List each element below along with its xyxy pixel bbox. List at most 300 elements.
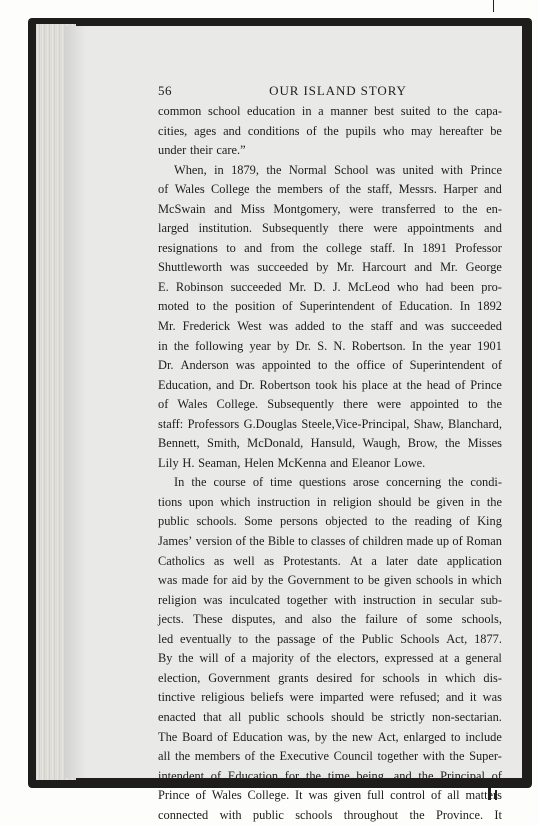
text-word: King (477, 514, 502, 529)
text-word: tinctive (158, 690, 196, 705)
text-word: Prince (470, 377, 502, 392)
text-word: majority (252, 651, 294, 666)
text-word: E. (158, 279, 169, 294)
text-word: be (418, 494, 430, 509)
text-line (158, 141, 502, 161)
text-line (158, 122, 502, 142)
text-word: succeeded (451, 319, 502, 334)
text-word: course (213, 475, 246, 490)
text-word: the (268, 573, 284, 588)
text-word: Protestants. (283, 553, 341, 568)
text-word: McLeod (347, 279, 390, 294)
text-word: dis- (483, 670, 502, 685)
text-word: Wales (211, 788, 242, 803)
text-word: resignations (158, 240, 218, 255)
text-word: was, (287, 729, 310, 744)
text-word: by (314, 729, 328, 744)
text-word: It (494, 807, 502, 822)
text-word: eventually (180, 631, 232, 646)
text-word: together (377, 749, 419, 764)
text-word: Robertson. (351, 338, 406, 353)
text-word: staff. (370, 240, 396, 255)
text-word: should (331, 709, 365, 724)
text-word: with (219, 807, 242, 822)
text-word: was (158, 573, 178, 588)
text-word: staff, (367, 182, 393, 197)
text-word: the (391, 514, 408, 529)
text-line (158, 610, 502, 630)
text-word: enacted (158, 709, 196, 724)
text-word: were (349, 201, 374, 216)
text-word: manner (330, 104, 368, 118)
text-line (158, 532, 502, 552)
text-word: college (326, 240, 362, 255)
text-word: Shuttleworth (158, 260, 223, 275)
text-word: staff: (158, 416, 184, 431)
text-word: Education, (158, 377, 212, 392)
text-word: the (449, 749, 465, 764)
text-word: there (343, 397, 368, 412)
text-word: religion (333, 494, 372, 509)
text-word: and (284, 612, 303, 627)
text-word: the (445, 436, 461, 451)
text-word: McSwain (158, 201, 206, 216)
text-word: election, (158, 670, 201, 685)
text-word: to (317, 358, 328, 373)
text-word: These (193, 612, 223, 627)
text-line (158, 278, 502, 298)
text-word: of (406, 612, 418, 627)
text-word: jects. (158, 612, 184, 627)
text-word: of (431, 788, 442, 803)
text-line (158, 571, 502, 591)
text-word: persons (280, 514, 318, 529)
text-line (158, 317, 502, 337)
text-word: Mr. (336, 260, 355, 275)
text-word: Subsequently (261, 221, 329, 236)
text-word: which (220, 494, 251, 509)
text-word: Education. (399, 299, 453, 314)
text-word: by (316, 260, 329, 275)
text-word: of (282, 299, 293, 314)
text-word: It (295, 788, 303, 803)
text-word: schools (286, 709, 324, 724)
text-word: Shaw, (413, 416, 444, 431)
text-word: to (238, 631, 249, 646)
text-word: schools. (196, 514, 237, 529)
text-word: Smith, (207, 436, 240, 451)
text-word: disputes, (231, 612, 276, 627)
text-word: transferred (381, 201, 436, 216)
text-word: version (195, 534, 233, 549)
text-word: Prince (470, 162, 502, 177)
text-word: Dr. (239, 377, 255, 392)
text-word: were (373, 221, 398, 236)
text-word: under (158, 143, 187, 158)
text-word: time (270, 475, 293, 490)
text-word: instruction (362, 592, 416, 607)
text-word: pupils (345, 123, 376, 138)
text-word: Helen (244, 455, 274, 470)
text-word: the (406, 377, 422, 392)
text-word: and (216, 377, 235, 392)
text-word: Dr. (295, 338, 312, 353)
text-word: as (263, 553, 275, 568)
text-word: as (213, 553, 225, 568)
text-word: in (427, 670, 438, 685)
text-word: the (345, 182, 362, 197)
text-word: new (352, 729, 373, 744)
text-word: Messrs. (398, 182, 437, 197)
text-word: Wales (177, 397, 208, 412)
text-word: the (254, 631, 271, 646)
text-word: the (259, 749, 275, 764)
text-word: was (308, 788, 328, 803)
text-word: members (194, 749, 241, 764)
text-word: School (334, 162, 369, 177)
text-line (158, 102, 502, 122)
text-word: there (338, 221, 364, 236)
text-word: Mr. (158, 319, 176, 334)
text-word: in (158, 338, 168, 353)
text-word: control (390, 788, 426, 803)
text-word: were (376, 397, 402, 412)
text-word: Schools (400, 631, 440, 646)
text-word: by (251, 573, 264, 588)
text-word: was (203, 592, 223, 607)
text-word: reading (414, 514, 452, 529)
text-line (158, 591, 502, 611)
text-word: with (422, 749, 445, 764)
text-word: of (392, 358, 403, 373)
text-word: matters (465, 788, 502, 803)
text-word: staff (370, 319, 393, 334)
text-word: care.” (216, 143, 246, 158)
text-word: throughout (343, 807, 399, 822)
text-line (158, 728, 502, 748)
text-word: for (212, 573, 228, 588)
text-word: were (289, 690, 314, 705)
text-word: was (268, 319, 289, 334)
text-line (158, 669, 502, 689)
text-word: the (462, 201, 478, 216)
text-word: and (484, 221, 502, 236)
text-word: Professors (187, 416, 240, 431)
text-word: the (266, 162, 282, 177)
text-word: members (277, 182, 323, 197)
text-line (158, 337, 502, 357)
text-word: Seaman, (198, 455, 241, 470)
text-word: in (457, 573, 468, 588)
text-word: in (301, 104, 312, 118)
text-word: non-sectarian. (432, 709, 502, 724)
text-word: given (333, 788, 362, 803)
text-word: were (369, 690, 394, 705)
text-word: Bennett, (158, 436, 200, 451)
text-word: instruction (257, 494, 311, 509)
text-word: James’ (158, 534, 193, 549)
text-word: the (212, 299, 229, 314)
text-word: public (158, 514, 189, 529)
text-word: later (385, 553, 408, 568)
text-word: inculcated (229, 592, 281, 607)
text-word: conditions (247, 123, 300, 138)
text-word: Miss (240, 201, 265, 216)
text-word: had (425, 279, 444, 294)
text-word: desired (316, 670, 353, 685)
text-word: By (158, 651, 173, 666)
text-word: of (210, 768, 222, 783)
text-word: who (397, 279, 419, 294)
text-word: Professor (455, 240, 502, 255)
text-word: sub- (480, 592, 502, 607)
text-word: up (436, 534, 450, 549)
text-word: of (452, 534, 463, 549)
text-word: larged (158, 221, 189, 236)
text-word: of (244, 749, 256, 764)
text-word: may (411, 123, 433, 138)
text-word: Eleanor (351, 455, 391, 470)
text-word: Wales (174, 182, 205, 197)
text-word: for (284, 768, 300, 783)
text-word: united (402, 162, 434, 177)
text-word: to (331, 319, 342, 334)
text-word: Province. (435, 807, 484, 822)
text-word: of (252, 475, 264, 490)
text-word: H. (182, 455, 195, 470)
page-number: 56 (158, 83, 172, 98)
text-word: Dr. (158, 358, 174, 373)
text-word: to (374, 514, 385, 529)
text-word: electors, (337, 651, 379, 666)
text-word: which (445, 670, 476, 685)
text-word: a (371, 553, 377, 568)
text-word: Superintendent (299, 299, 375, 314)
text-word: appointments (407, 221, 475, 236)
text-word: will (199, 651, 219, 666)
text-word: expressed (384, 651, 434, 666)
text-word: Roman (466, 534, 502, 549)
text-word: together (286, 592, 328, 607)
text-word: classes (311, 534, 346, 549)
text-word: George (465, 260, 502, 275)
text-word: failure (365, 612, 398, 627)
text-word: tions (158, 494, 183, 509)
text-word: the (249, 534, 265, 549)
text-word: Education (227, 768, 279, 783)
text-word: the (178, 651, 194, 666)
text-word: Waugh, (362, 436, 401, 451)
text-word: Public (361, 631, 394, 646)
text-line (158, 376, 502, 396)
text-word: their (189, 143, 213, 158)
text-word: made (406, 534, 434, 549)
text-word: religious (201, 690, 245, 705)
text-word: Blanchard, (447, 416, 502, 431)
text-word: capa- (475, 104, 502, 118)
text-word: When, (174, 162, 207, 177)
text-word: to (298, 534, 308, 549)
text-word: was (235, 358, 255, 373)
text-word: time (327, 768, 350, 783)
text-word: suited (400, 104, 431, 118)
text-word: The (158, 729, 178, 744)
text-word: a (240, 651, 247, 666)
text-word: and (393, 768, 412, 783)
text-word: Brow, (407, 436, 438, 451)
text-word: public (248, 709, 280, 724)
text-word: McKenna (277, 455, 327, 470)
text-word: Act, (446, 631, 468, 646)
text-word: institution. (198, 221, 253, 236)
text-word: West (237, 319, 262, 334)
text-word: of (195, 788, 206, 803)
text-word: In (403, 240, 414, 255)
text-word: Steele,Vice-Principal, (301, 416, 410, 431)
text-word: well (233, 553, 255, 568)
text-word: Education (232, 729, 283, 744)
text-word: with (440, 162, 463, 177)
text-word: objected (325, 514, 368, 529)
text-word: In (459, 299, 471, 314)
text-word: McDonald, (247, 436, 304, 451)
text-line (158, 200, 502, 220)
text-word: head (426, 377, 451, 392)
text-word: took (315, 377, 338, 392)
text-word: questions (299, 475, 346, 490)
text-word: In (174, 475, 185, 490)
text-word: the (255, 182, 272, 197)
text-word: Principal (440, 768, 485, 783)
text-word: D. (313, 279, 326, 294)
text-word: College (211, 182, 250, 197)
text-line (158, 239, 502, 259)
text-word: include (465, 729, 502, 744)
text-word: beliefs (250, 690, 284, 705)
text-line (158, 454, 502, 474)
text-word: schools (295, 807, 333, 822)
text-word: the (175, 749, 191, 764)
text-word: Anderson (180, 358, 229, 373)
body-text (158, 102, 502, 825)
text-word: school (208, 104, 241, 118)
text-word: with (334, 592, 357, 607)
text-word: of (299, 651, 311, 666)
text-line (158, 356, 502, 376)
text-word: to (196, 299, 206, 314)
text-word: strictly (390, 709, 425, 724)
text-word: connected (158, 807, 209, 822)
text-word: was (375, 162, 396, 177)
text-word: a (318, 104, 324, 118)
text-word: intendent (158, 768, 205, 783)
text-word: Catholics (158, 553, 205, 568)
text-word: of (217, 729, 228, 744)
text-word: of (322, 631, 333, 646)
text-word: for (360, 670, 375, 685)
text-word: place (361, 377, 388, 392)
text-word: moted (158, 299, 189, 314)
text-word: condi- (470, 475, 502, 490)
text-word: by (276, 338, 290, 353)
text-word: to (444, 201, 454, 216)
text-word: at (439, 651, 449, 666)
text-word: Robinson (175, 279, 224, 294)
text-word: imparted (319, 690, 364, 705)
text-word: pro- (481, 279, 502, 294)
text-line (158, 180, 502, 200)
text-word: Frederick (182, 319, 231, 334)
text-word: of (455, 377, 466, 392)
text-word: of (459, 514, 470, 529)
text-word: who (382, 123, 405, 138)
text-word: the (173, 338, 189, 353)
text-word: N. (333, 338, 346, 353)
text-word: of (491, 768, 502, 783)
text-word: led (158, 631, 174, 646)
text-word: the (323, 123, 339, 138)
text-word: and (414, 260, 433, 275)
text-word: Mr. (440, 260, 458, 275)
text-word: 1877. (474, 631, 502, 646)
text-word: the (448, 475, 464, 490)
text-word: the (340, 612, 357, 627)
text-word: position (235, 299, 276, 314)
text-word: and (223, 123, 241, 138)
text-word: the (409, 807, 425, 822)
text-word: Montgomery, (273, 201, 341, 216)
text-word: in (470, 494, 481, 509)
text-word: of (348, 534, 360, 549)
text-line (158, 688, 502, 708)
text-word: Council (333, 749, 373, 764)
text-word: cities, (158, 123, 188, 138)
text-word: arose (352, 475, 380, 490)
text-word: to (437, 104, 447, 118)
text-word: following (195, 338, 244, 353)
text-word: of (381, 299, 393, 314)
text-word: the (332, 729, 348, 744)
text-word: 1891 (422, 240, 447, 255)
text-word: to (468, 397, 478, 412)
text-word: the (302, 240, 318, 255)
text-word: be (367, 573, 380, 588)
text-word: to (353, 573, 364, 588)
text-word: office (356, 358, 386, 373)
text-word: the (348, 319, 364, 334)
text-word: of (158, 182, 169, 197)
text-word: that (203, 709, 222, 724)
text-word: the (334, 358, 350, 373)
text-word: and (330, 455, 348, 470)
text-word: common (158, 104, 202, 118)
text-word: some (426, 612, 453, 627)
text-word: Board (182, 729, 213, 744)
text-word: in (316, 494, 327, 509)
text-word: Subsequently (267, 397, 334, 412)
text-word: schools (415, 573, 454, 588)
text-word: been (450, 279, 475, 294)
text-word: the (339, 631, 355, 646)
text-word: College. (247, 788, 290, 803)
text-word: refused; (399, 690, 440, 705)
text-word: of (329, 182, 340, 197)
text-word: the (428, 338, 444, 353)
text-word: Some (244, 514, 273, 529)
text-line (158, 552, 502, 572)
text-word: full (367, 788, 385, 803)
text-word: the (305, 768, 322, 783)
